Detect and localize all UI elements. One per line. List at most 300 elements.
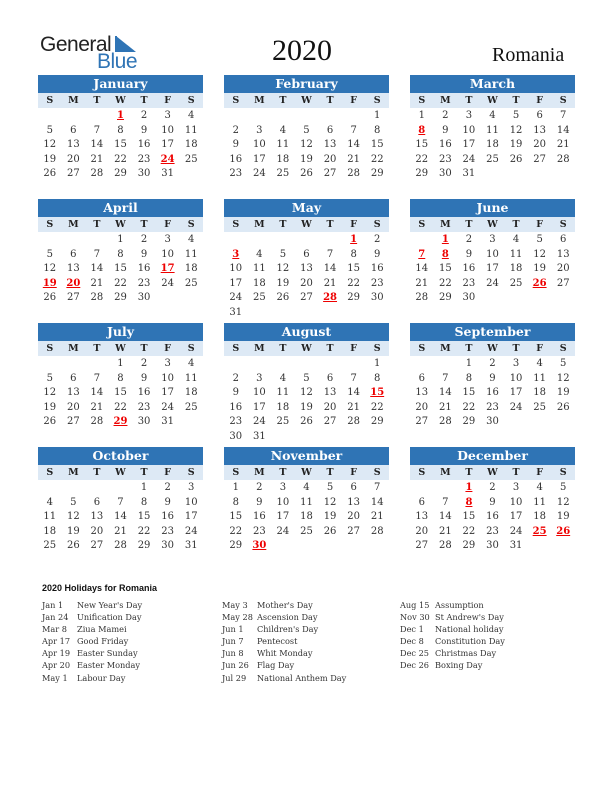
- weekday-label: M: [440, 95, 451, 106]
- holiday-date: Jun 26: [222, 660, 249, 671]
- day-cell: 19: [533, 263, 546, 274]
- empty-cell: [85, 481, 109, 496]
- holiday-name: Mother's Day: [257, 600, 313, 610]
- day-cell: 31: [161, 168, 174, 179]
- day-cell: 2: [465, 234, 473, 245]
- month-august: [224, 323, 389, 444]
- day-cell: 13: [415, 387, 429, 398]
- day-cell: 13: [347, 496, 360, 508]
- weekday-label: S: [418, 219, 426, 230]
- weekday-label: T: [326, 219, 334, 230]
- empty-cell: [38, 357, 62, 372]
- day-cell: 11: [276, 139, 290, 150]
- day-cell: 11: [533, 496, 546, 508]
- day-cell: 16: [462, 263, 476, 274]
- month-april: [38, 199, 203, 306]
- day-cell: 2: [140, 234, 148, 245]
- day-cell: 28: [90, 292, 104, 303]
- day-cell: 23: [438, 153, 452, 165]
- holiday-day-cell: 28: [323, 292, 338, 303]
- day-cell: 5: [560, 358, 567, 369]
- day-cell: 12: [300, 139, 313, 150]
- holiday-row: [42, 623, 142, 635]
- weekday-label: S: [373, 95, 381, 106]
- weekday-label: T: [93, 95, 101, 106]
- holiday-name: National holiday: [435, 624, 504, 635]
- day-cell: 26: [509, 153, 523, 165]
- day-cell: 27: [66, 168, 80, 179]
- month-header: April: [38, 199, 203, 217]
- day-cell: 29: [415, 168, 429, 179]
- weekday-label: S: [232, 95, 240, 106]
- weekday-label: S: [373, 219, 381, 230]
- day-cell: 27: [347, 525, 360, 537]
- day-cell: 9: [465, 248, 473, 260]
- empty-cell: [85, 109, 109, 124]
- day-cell: 22: [347, 277, 360, 289]
- day-cell: 10: [509, 372, 523, 384]
- day-cell: 22: [462, 525, 476, 537]
- weekday-label: W: [301, 95, 312, 106]
- day-cell: 26: [66, 540, 80, 551]
- day-cell: 29: [438, 292, 452, 303]
- month-header: October: [38, 447, 203, 465]
- day-cell: 3: [164, 110, 171, 121]
- weekday-label: M: [254, 343, 265, 354]
- weekday-row: [38, 341, 203, 356]
- weekday-label: F: [536, 467, 543, 478]
- day-cell: 9: [256, 496, 263, 508]
- weekday-label: S: [559, 219, 567, 230]
- empty-cell: [271, 233, 295, 248]
- weekday-label: F: [350, 95, 357, 106]
- empty-cell: [271, 357, 295, 372]
- day-cell: 20: [300, 277, 313, 289]
- weekday-row: [410, 465, 575, 480]
- day-cell: 11: [184, 248, 198, 260]
- holiday-day-cell: 26: [532, 277, 547, 289]
- day-cell: 14: [347, 387, 360, 398]
- weekday-row: [38, 465, 203, 480]
- holiday-day-cell: 7: [418, 248, 426, 260]
- weekday-label: S: [418, 467, 426, 478]
- day-cell: 15: [137, 511, 151, 522]
- day-cell: 12: [276, 263, 290, 274]
- day-cell: 24: [509, 525, 523, 537]
- day-cell: 20: [347, 511, 360, 522]
- empty-cell: [410, 357, 434, 372]
- day-cell: 21: [415, 277, 429, 289]
- day-cell: 6: [418, 496, 425, 508]
- day-cell: 23: [252, 525, 266, 537]
- day-cell: 13: [66, 139, 80, 150]
- weekday-label: F: [536, 95, 543, 106]
- holiday-day-cell: 15: [370, 387, 385, 398]
- day-cell: 6: [560, 234, 567, 245]
- day-grid: [410, 481, 575, 554]
- day-cell: 12: [556, 496, 570, 508]
- weekday-label: W: [487, 343, 498, 354]
- weekday-label: T: [140, 343, 148, 354]
- day-cell: 13: [323, 387, 337, 398]
- day-cell: 22: [462, 401, 476, 413]
- day-cell: 16: [137, 263, 151, 274]
- holiday-name: New Year's Day: [77, 600, 143, 610]
- day-cell: 14: [438, 387, 452, 398]
- logo-general-text: General: [40, 33, 112, 56]
- country-label: Romania: [492, 44, 565, 66]
- weekday-row: [224, 341, 389, 356]
- month-november: [224, 447, 389, 554]
- day-cell: 17: [229, 277, 243, 289]
- day-cell: 15: [114, 387, 127, 398]
- day-cell: 24: [276, 525, 290, 537]
- day-cell: 4: [188, 234, 195, 245]
- weekday-label: S: [559, 467, 567, 478]
- empty-cell: [271, 109, 295, 124]
- holiday-row: [400, 647, 505, 659]
- day-cell: 4: [256, 248, 263, 260]
- day-cell: 11: [252, 263, 266, 274]
- day-cell: 25: [486, 153, 499, 165]
- weekday-label: S: [187, 467, 195, 478]
- day-cell: 13: [556, 248, 570, 260]
- day-cell: 9: [232, 139, 239, 150]
- day-cell: 19: [556, 387, 570, 398]
- day-cell: 9: [140, 124, 148, 136]
- empty-cell: [434, 481, 458, 496]
- day-cell: 16: [137, 139, 151, 150]
- holiday-name: Boxing Day: [435, 660, 483, 671]
- empty-cell: [295, 109, 319, 124]
- day-grid: [224, 357, 389, 444]
- day-cell: 3: [512, 482, 520, 493]
- day-cell: 8: [374, 372, 381, 384]
- day-cell: 20: [415, 401, 429, 413]
- empty-cell: [410, 481, 434, 496]
- day-cell: 19: [43, 153, 57, 165]
- day-cell: 3: [279, 482, 287, 493]
- day-cell: 13: [533, 124, 546, 136]
- day-cell: 27: [415, 540, 429, 551]
- day-cell: 7: [117, 496, 124, 508]
- day-cell: 3: [164, 234, 171, 245]
- empty-cell: [38, 109, 62, 124]
- day-cell: 7: [350, 372, 357, 384]
- day-cell: 18: [276, 153, 290, 165]
- day-cell: 1: [232, 482, 239, 493]
- day-cell: 19: [323, 511, 337, 522]
- weekday-label: T: [279, 343, 287, 354]
- day-cell: 6: [326, 124, 334, 136]
- day-cell: 27: [66, 416, 80, 427]
- weekday-label: S: [373, 467, 381, 478]
- day-cell: 17: [486, 263, 499, 274]
- day-cell: 18: [509, 263, 523, 274]
- day-cell: 11: [300, 496, 313, 508]
- day-cell: 9: [164, 496, 171, 508]
- day-cell: 2: [140, 110, 148, 121]
- day-grid: [38, 233, 203, 306]
- day-cell: 5: [512, 110, 520, 121]
- day-cell: 8: [117, 372, 124, 384]
- day-cell: 8: [117, 124, 124, 136]
- holiday-row: [42, 611, 142, 623]
- day-cell: 3: [489, 234, 496, 245]
- weekday-label: F: [164, 219, 171, 230]
- holiday-date: Dec 25: [400, 648, 430, 659]
- holiday-name: Pentecost: [257, 636, 298, 647]
- day-cell: 10: [462, 124, 476, 136]
- day-cell: 1: [374, 110, 381, 121]
- day-grid: [38, 357, 203, 430]
- weekday-label: W: [487, 219, 498, 230]
- day-cell: 11: [533, 372, 546, 384]
- weekday-label: M: [68, 343, 79, 354]
- day-cell: 3: [256, 124, 263, 136]
- day-cell: 17: [252, 153, 266, 165]
- weekday-label: S: [373, 343, 381, 354]
- day-cell: 17: [509, 511, 523, 522]
- day-cell: 29: [229, 540, 243, 551]
- empty-cell: [224, 109, 248, 124]
- weekday-label: S: [46, 467, 54, 478]
- day-cell: 6: [418, 372, 425, 384]
- day-cell: 25: [276, 416, 290, 427]
- weekday-label: S: [418, 343, 426, 354]
- day-cell: 30: [370, 292, 384, 303]
- day-cell: 18: [43, 525, 57, 537]
- day-cell: 29: [370, 416, 384, 427]
- holiday-day-cell: 17: [160, 263, 175, 274]
- day-cell: 22: [415, 153, 429, 165]
- weekday-label: M: [440, 219, 451, 230]
- day-cell: 11: [43, 511, 57, 522]
- month-december: [410, 447, 575, 554]
- empty-cell: [434, 357, 458, 372]
- day-cell: 11: [184, 372, 198, 384]
- day-cell: 14: [438, 511, 452, 522]
- day-cell: 26: [276, 292, 290, 303]
- holiday-row: [400, 635, 505, 647]
- day-cell: 18: [184, 387, 198, 398]
- day-cell: 2: [489, 358, 496, 369]
- day-cell: 22: [114, 277, 127, 289]
- weekday-label: T: [93, 467, 101, 478]
- day-cell: 18: [533, 511, 546, 522]
- day-cell: 24: [184, 525, 198, 537]
- holiday-row: [42, 599, 142, 611]
- day-cell: 16: [229, 401, 243, 413]
- holiday-date: Mar 8: [42, 624, 67, 635]
- day-cell: 2: [442, 110, 449, 121]
- day-cell: 12: [533, 248, 546, 260]
- day-cell: 11: [486, 124, 499, 136]
- day-cell: 9: [232, 387, 239, 398]
- weekday-label: T: [279, 467, 287, 478]
- day-cell: 25: [509, 277, 523, 289]
- day-cell: 6: [350, 482, 357, 493]
- holiday-row: [42, 647, 142, 659]
- empty-cell: [248, 357, 272, 372]
- day-cell: 21: [323, 277, 337, 289]
- day-cell: 9: [442, 124, 449, 136]
- day-cell: 5: [536, 234, 543, 245]
- weekday-label: M: [440, 343, 451, 354]
- day-cell: 8: [374, 124, 381, 136]
- weekday-label: S: [418, 95, 426, 106]
- day-grid: [410, 233, 575, 306]
- day-cell: 28: [370, 525, 384, 537]
- holiday-name: St Andrew's Day: [435, 612, 504, 623]
- day-cell: 9: [374, 248, 381, 260]
- day-cell: 20: [323, 401, 337, 413]
- day-cell: 12: [509, 124, 523, 136]
- holiday-date: Apr 17: [42, 636, 71, 647]
- weekday-label: F: [350, 343, 357, 354]
- day-cell: 12: [43, 263, 57, 274]
- weekday-row: [224, 465, 389, 480]
- empty-cell: [248, 233, 272, 248]
- day-cell: 19: [300, 401, 313, 413]
- day-cell: 31: [229, 306, 243, 318]
- holiday-day-cell: 26: [556, 525, 571, 537]
- day-cell: 6: [326, 372, 334, 384]
- holiday-row: [400, 599, 505, 611]
- weekday-label: F: [536, 343, 543, 354]
- day-cell: 19: [300, 153, 313, 165]
- day-cell: 27: [323, 168, 337, 179]
- day-cell: 22: [370, 401, 384, 413]
- day-cell: 9: [140, 372, 148, 384]
- day-cell: 16: [161, 511, 174, 522]
- day-cell: 23: [229, 416, 243, 427]
- day-cell: 10: [161, 124, 174, 136]
- day-cell: 12: [323, 496, 337, 508]
- day-cell: 26: [300, 416, 313, 427]
- month-may: [224, 199, 389, 320]
- day-cell: 9: [489, 372, 496, 384]
- holiday-name: Good Friday: [77, 636, 129, 647]
- day-cell: 14: [415, 263, 429, 274]
- day-cell: 8: [117, 248, 124, 260]
- holiday-name: Flag Day: [257, 660, 295, 671]
- month-june: [410, 199, 575, 306]
- holiday-column: [400, 599, 505, 672]
- empty-cell: [295, 233, 319, 248]
- day-cell: 18: [300, 511, 313, 522]
- holiday-name: Ziua Mamei: [77, 624, 127, 635]
- day-cell: 17: [462, 139, 476, 150]
- month-october: [38, 447, 203, 554]
- weekday-label: F: [350, 467, 357, 478]
- day-cell: 28: [90, 416, 104, 427]
- month-header: June: [410, 199, 575, 217]
- day-cell: 5: [46, 248, 53, 260]
- day-cell: 3: [512, 358, 520, 369]
- day-cell: 7: [560, 110, 567, 121]
- day-cell: 19: [509, 139, 523, 150]
- day-cell: 15: [114, 139, 127, 150]
- holiday-row: [222, 647, 346, 659]
- day-cell: 5: [70, 496, 77, 508]
- weekday-label: S: [187, 219, 195, 230]
- day-cell: 29: [462, 540, 476, 551]
- day-cell: 12: [66, 511, 80, 522]
- weekday-label: W: [115, 95, 126, 106]
- day-cell: 2: [232, 124, 239, 136]
- day-cell: 4: [279, 124, 287, 136]
- day-cell: 29: [370, 168, 384, 179]
- holiday-name: Whit Monday: [257, 648, 313, 659]
- day-cell: 4: [489, 110, 496, 121]
- day-cell: 25: [276, 168, 290, 179]
- day-cell: 3: [164, 358, 171, 369]
- day-cell: 4: [46, 496, 53, 508]
- weekday-label: T: [512, 95, 520, 106]
- month-header: February: [224, 75, 389, 93]
- day-grid: [224, 109, 389, 182]
- day-cell: 31: [252, 430, 266, 442]
- day-grid: [38, 481, 203, 554]
- day-cell: 4: [303, 482, 310, 493]
- day-cell: 10: [161, 248, 174, 260]
- empty-cell: [62, 233, 86, 248]
- month-header: January: [38, 75, 203, 93]
- day-cell: 1: [374, 358, 381, 369]
- day-cell: 23: [137, 277, 151, 289]
- empty-cell: [318, 357, 342, 372]
- weekday-label: S: [232, 467, 240, 478]
- day-cell: 20: [415, 525, 429, 537]
- day-cell: 23: [161, 525, 174, 537]
- day-cell: 8: [232, 496, 239, 508]
- logo-blue-text: Blue: [97, 50, 138, 73]
- empty-cell: [342, 357, 366, 372]
- day-cell: 30: [137, 168, 151, 179]
- day-cell: 18: [252, 277, 266, 289]
- day-cell: 27: [556, 277, 570, 289]
- day-cell: 14: [556, 124, 570, 136]
- day-cell: 4: [188, 358, 195, 369]
- day-cell: 2: [489, 482, 496, 493]
- day-cell: 28: [347, 416, 360, 427]
- month-header: December: [410, 447, 575, 465]
- weekday-row: [38, 217, 203, 232]
- day-cell: 13: [300, 263, 313, 274]
- day-cell: 12: [556, 372, 570, 384]
- weekday-label: F: [164, 343, 171, 354]
- holiday-name: Christmas Day: [435, 648, 497, 659]
- day-cell: 11: [184, 124, 198, 136]
- holiday-name: Constitution Day: [435, 636, 505, 647]
- day-cell: 26: [43, 168, 57, 179]
- day-cell: 7: [374, 482, 381, 493]
- holiday-date: May 28: [222, 612, 253, 623]
- day-cell: 17: [161, 139, 174, 150]
- weekday-label: S: [232, 219, 240, 230]
- day-cell: 17: [161, 387, 174, 398]
- holiday-row: [222, 635, 346, 647]
- day-cell: 30: [137, 416, 151, 427]
- day-cell: 21: [556, 139, 570, 150]
- weekday-label: T: [279, 219, 287, 230]
- weekday-label: T: [465, 219, 473, 230]
- weekday-label: F: [164, 95, 171, 106]
- weekday-label: S: [187, 343, 195, 354]
- holiday-date: Jun 8: [222, 648, 244, 659]
- weekday-label: M: [68, 95, 79, 106]
